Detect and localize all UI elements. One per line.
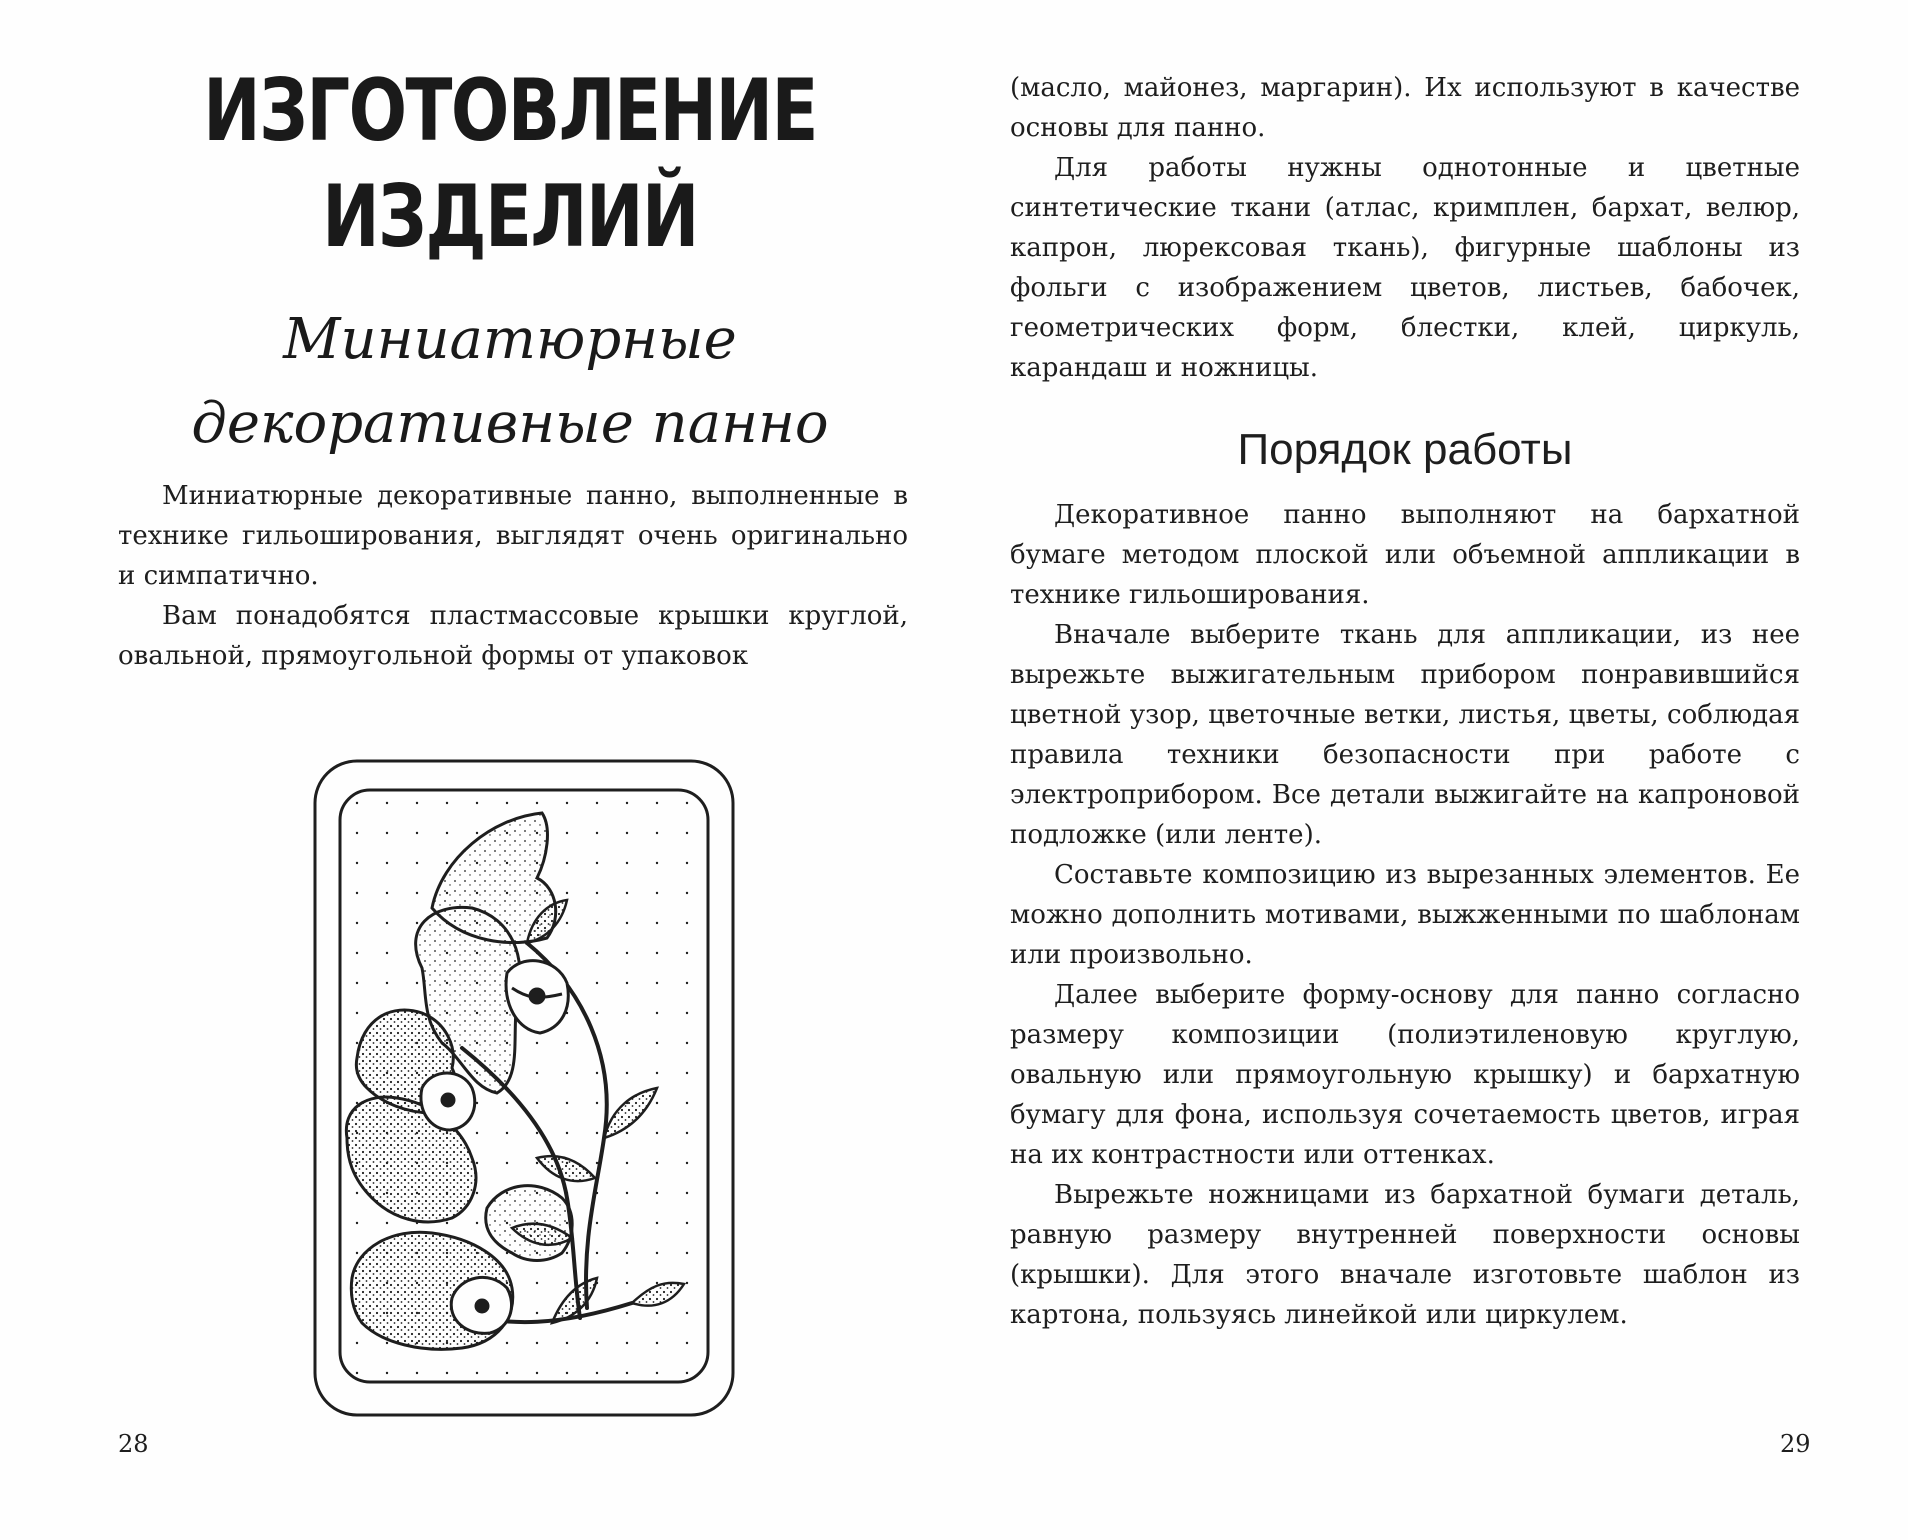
right-page [990, 0, 1908, 1540]
paragraph: Вам понадобятся пластмассовые крышки круглой, овальной, прямоугольной формы от упаковок [118, 601, 908, 671]
paragraph: Декоративное панно выполняют на бархатной бумаге методом плоской или объемной аппликации в технике гильоширования. [1010, 500, 1800, 610]
paragraph: Вначале выберите ткань для аппликации, из нее вырежьте выжигательным прибором понравившийся цветной узор, цветочные ветки, листья, цветы, соблюдая правила техники безопасности при работе с электроприбором. Все детали выжигайте на капроновой подложке (или ленте). [1010, 620, 1800, 850]
right-body-text-bottom [1010, 495, 1800, 1335]
paragraph: Для работы нужны однотонные и цветные синтетические ткани (атлас, кримплен, бархат, велюр, капрон, люрексовая ткань), фигурные шаблоны из фольги с изображением цветов, листьев, бабочек, геометрических форм, блестки, клей, циркуль, карандаш и ножницы. [1010, 153, 1800, 383]
page-number-left: 28 [118, 1430, 149, 1458]
chapter-title-line-2: ИЗДЕЛИЙ [322, 167, 698, 267]
paragraph: Вырежьте ножницами из бархатной бумаги деталь, равную размеру внутренней поверхности основы (крышки). Для этого вначале изготовьте шаблон из картона, пользуясь линейкой или циркулем. [1010, 1180, 1800, 1330]
chapter-title [190, 58, 830, 270]
section-subtitle [110, 298, 910, 466]
paragraph: Далее выберите форму-основу для панно согласно размеру композиции (полиэтиленовую круглую, овальную или прямоугольную крышку) и бархатную бумагу для фона, используя сочетаемость цветов, играя на их контрастности или оттенках. [1010, 980, 1800, 1170]
page-number-right: 29 [1780, 1430, 1811, 1458]
right-body-text-top [1010, 68, 1800, 388]
paragraph: Миниатюрные декоративные панно, выполненные в технике гильоширования, выглядят очень оригинально и симпатично. [118, 481, 908, 591]
section-heading: Порядок работы [1237, 425, 1573, 474]
paragraph: (масло, майонез, маргарин). Их используют в качестве основы для панно. [1010, 73, 1800, 143]
subtitle-line-1: Миниатюрные [283, 307, 737, 372]
paragraph: Составьте композицию из вырезанных элементов. Ее можно дополнить мотивами, выжженными по шаблонам или произвольно. [1010, 860, 1800, 970]
subtitle-line-2: декоративные панно [191, 391, 829, 456]
chapter-title-line-1: ИЗГОТОВЛЕНИЕ [203, 61, 817, 161]
left-body-text [118, 476, 908, 676]
flower-panel-illustration [312, 758, 736, 1418]
